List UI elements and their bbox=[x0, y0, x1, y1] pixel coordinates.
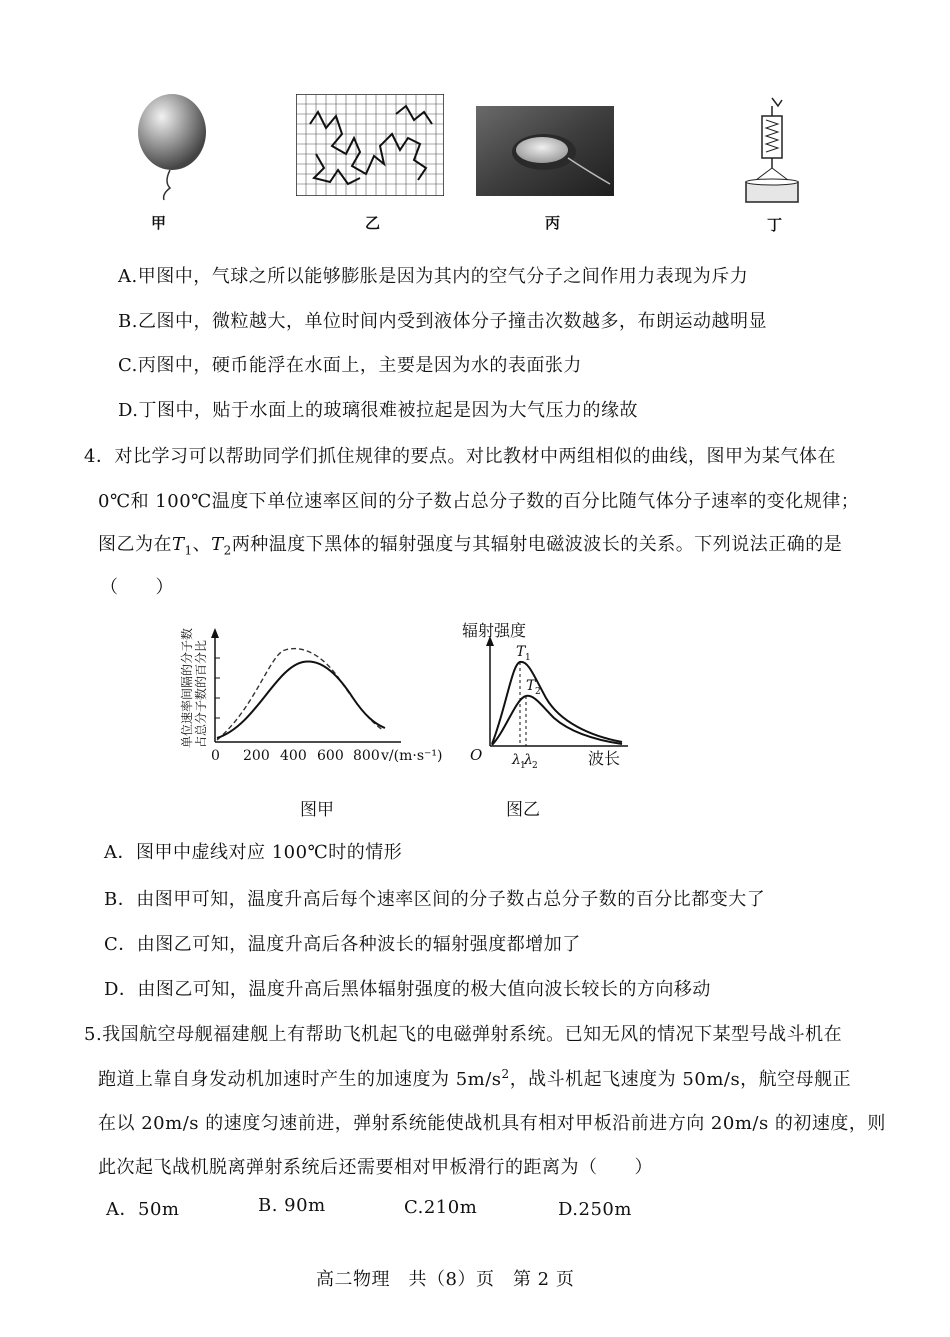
q3-option-a: A.甲图中，气球之所以能够膨胀是因为其内的空气分子之间作用力表现为斥力 bbox=[118, 266, 749, 287]
q4-answer-blank: （ ） bbox=[100, 577, 174, 598]
q5-stem-line2: 跑道上靠自身发动机加速时产生的加速度为 $5m/s^2$，战斗机起飞速度为 50m/s，航空母舰正 bbox=[98, 1067, 852, 1090]
q3-option-d: D.丁图中，贴于水面上的玻璃很难被拉起是因为大气压力的缘故 bbox=[118, 400, 639, 421]
q5-option-b: B. 90m bbox=[258, 1195, 326, 1216]
q5-stem-line3: 在以 20m/s 的速度匀速前进，弹射系统能使战机具有相对甲板沿前进方向 20m/s 的初速度，则 bbox=[98, 1113, 886, 1134]
graph-yi-lambda1-sub: 1 bbox=[520, 761, 526, 771]
picture-label-bing: 丙 bbox=[545, 214, 561, 232]
q5-option-d: D.250m bbox=[558, 1199, 632, 1220]
q4-stem-line2: 0℃和 100℃温度下单位速率区间的分子数占总分子数的百分比随气体分子速率的变化规律； bbox=[98, 491, 860, 512]
q5-option-a: A．50m bbox=[106, 1199, 180, 1220]
graph-jia-caption: 图甲 bbox=[300, 800, 334, 820]
page-footer: 高二物理 共（8）页 第 2 页 bbox=[316, 1269, 575, 1290]
picture-label-jia: 甲 bbox=[151, 214, 167, 232]
graph-yi-caption: 图乙 bbox=[506, 800, 540, 820]
q3-option-c: C.丙图中，硬币能浮在水面上，主要是因为水的表面张力 bbox=[118, 355, 582, 376]
picture-label-yi: 乙 bbox=[365, 214, 381, 232]
graph-yi-t1-sub: 1 bbox=[525, 653, 531, 663]
graph-yi-t2-sub: 2 bbox=[535, 687, 541, 697]
graph-jia-tick-400: 400 bbox=[280, 748, 307, 764]
q4-stem-line3: 图乙为在$T_1$、$T_2$两种温度下黑体的辐射强度与其辐射电磁波波长的关系。下列说法正确的是 bbox=[98, 534, 843, 558]
graph-yi-origin: O bbox=[470, 746, 483, 764]
q4-option-a: A．图甲中虚线对应 100℃时的情形 bbox=[104, 842, 403, 863]
graph-yi-lambda2-sub: 2 bbox=[532, 761, 538, 771]
graph-yi-ylabel: 辐射强度 bbox=[462, 621, 527, 640]
graph-jia-ylabel-line2: 占总分子数的百分比 bbox=[194, 639, 208, 748]
graph-jia-ylabel-line1: 单位速率间隔的分子数 bbox=[180, 627, 194, 748]
graph-jia-origin: 0 bbox=[211, 748, 220, 764]
q4-option-c: C．由图乙可知，温度升高后各种波长的辐射强度都增加了 bbox=[104, 934, 581, 955]
q4-option-d: D．由图乙可知，温度升高后黑体辐射强度的极大值向波长较长的方向移动 bbox=[104, 979, 711, 1000]
graph-yi bbox=[460, 618, 640, 778]
q4-option-b: B．由图甲可知，温度升高后每个速率区间的分子数占总分子数的百分比都变大了 bbox=[104, 889, 766, 910]
graph-yi-xlabel: 波长 bbox=[588, 749, 621, 768]
brownian-motion-picture bbox=[296, 94, 444, 196]
graph-jia bbox=[175, 618, 460, 778]
q5-stem-line4: 此次起飞战机脱离弹射系统后还需要相对甲板滑行的距离为（ ） bbox=[98, 1157, 653, 1178]
q4-stem-line1: 4．对比学习可以帮助同学们抓住规律的要点。对比教材中两组相似的曲线，图甲为某气体在 bbox=[84, 446, 836, 467]
graph-yi-lambda1: λ bbox=[512, 752, 521, 768]
floating-coin-picture bbox=[476, 106, 614, 196]
graph-jia-xunit: v/(m·s⁻¹) bbox=[381, 748, 443, 764]
balloon-picture bbox=[134, 92, 214, 202]
graph-yi-t2: T bbox=[526, 678, 536, 694]
graph-jia-tick-200: 200 bbox=[243, 748, 270, 764]
q3-option-b: B.乙图中，微粒越大，单位时间内受到液体分子撞击次数越多，布朗运动越明显 bbox=[118, 311, 767, 332]
graph-yi-lambda2: λ bbox=[524, 752, 533, 768]
graph-jia-tick-600: 600 bbox=[317, 748, 344, 764]
graph-jia-tick-800: 800 bbox=[353, 748, 380, 764]
q5-option-c: C.210m bbox=[404, 1197, 478, 1218]
picture-label-ding: 丁 bbox=[767, 216, 783, 234]
graph-yi-t1: T bbox=[516, 644, 526, 660]
glass-plate-spring-picture bbox=[742, 96, 802, 208]
q5-stem-line1: 5.我国航空母舰福建舰上有帮助飞机起飞的电磁弹射系统。已知无风的情况下某型号战斗机在 bbox=[84, 1024, 843, 1045]
